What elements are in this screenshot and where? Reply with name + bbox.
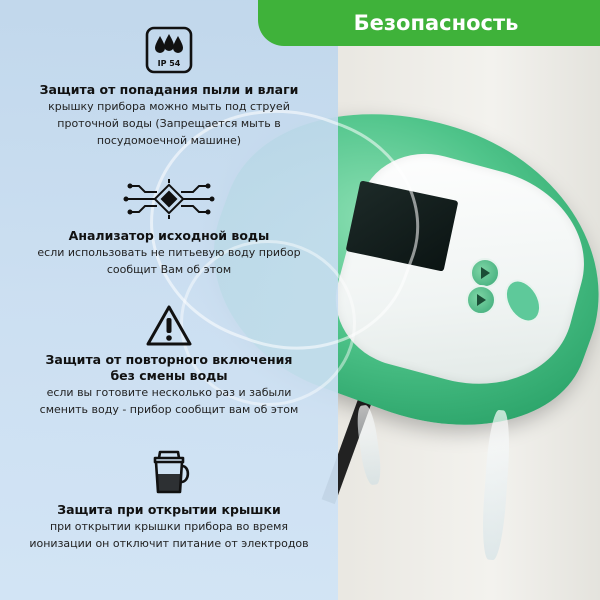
feature-lid-protection bbox=[0, 446, 338, 552]
water-drops-ip54-icon bbox=[145, 26, 193, 74]
desc-line: если вы готовите несколько раз и забыли bbox=[46, 386, 292, 399]
feature-title: Защита при открытии крышки bbox=[57, 502, 281, 517]
jug-icon bbox=[146, 446, 192, 496]
desc-line: если использовать не питьевую воду прибор bbox=[37, 246, 301, 259]
title-line: без смены воды bbox=[110, 368, 228, 383]
circuit-chip-icon bbox=[121, 178, 217, 220]
desc-line: проточной воды (Запрещается мыть в bbox=[57, 117, 281, 130]
feature-description bbox=[0, 518, 338, 552]
desc-line: ионизации он отключит питание от электродов bbox=[29, 537, 309, 550]
feature-title: Защита от попадания пыли и влаги bbox=[39, 82, 299, 97]
feature-description bbox=[0, 384, 338, 418]
feature-dust-moisture bbox=[0, 26, 338, 149]
desc-line: сообщит Вам об этом bbox=[106, 263, 232, 276]
warning-triangle-icon bbox=[145, 304, 193, 348]
page-title: Безопасность bbox=[353, 11, 519, 35]
feature-title bbox=[0, 352, 338, 384]
desc-line: посудомоечной машине) bbox=[96, 134, 242, 147]
title-line: Защита от повторного включения bbox=[45, 352, 293, 367]
feature-repeat-protection bbox=[0, 304, 338, 418]
feature-title: Анализатор исходной воды bbox=[68, 228, 270, 243]
device-button-up bbox=[470, 258, 500, 288]
feature-description bbox=[0, 244, 338, 278]
ip-badge-text: IP 54 bbox=[157, 59, 181, 68]
device-button-down bbox=[466, 285, 496, 315]
desc-line: при открытии крышки прибора во время bbox=[49, 520, 289, 533]
feature-water-analyzer bbox=[0, 178, 338, 278]
desc-line: сменить воду - прибор сообщит вам об этом bbox=[39, 403, 299, 416]
feature-description bbox=[0, 98, 338, 149]
desc-line: крышку прибора можно мыть под струей bbox=[48, 100, 290, 113]
